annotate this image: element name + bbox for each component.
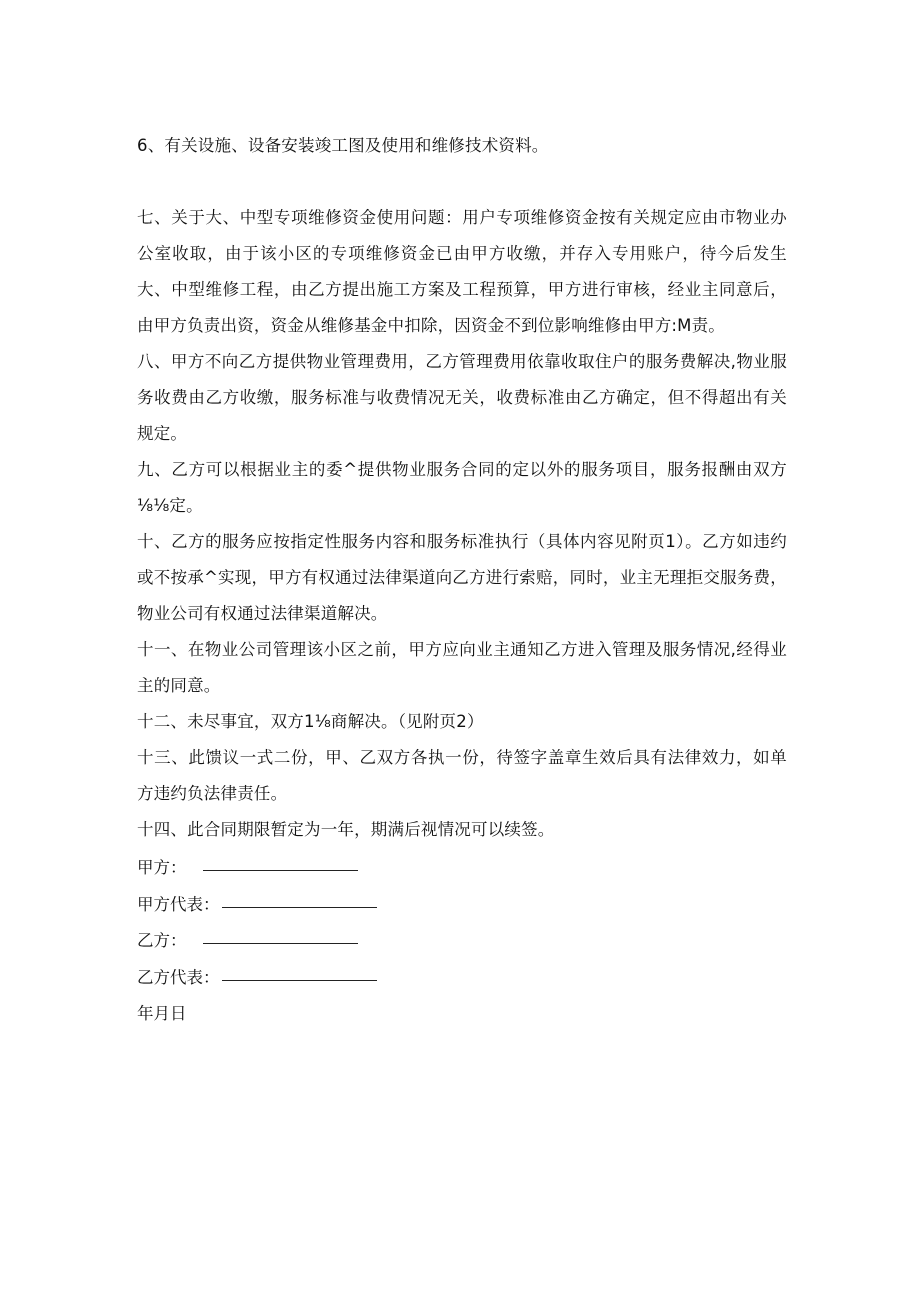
clause-9: 九、乙方可以根据业主的委^提供物业服务合同的定以外的服务项目，服务报酬由双方⅛⅛定。 (137, 460, 787, 515)
party-a-signature-line[interactable] (203, 852, 358, 871)
signature-block (137, 850, 377, 1033)
clause-14: 十四、此合同期限暂定为一年，期满后视情况可以续签。 (137, 820, 555, 839)
party-b-rep-row (137, 960, 377, 997)
clauses-section (137, 200, 787, 848)
party-a-rep-row (137, 887, 377, 924)
party-a-row (137, 850, 377, 887)
clause-7: 七、关于大、中型专项维修资金使用问题：用户专项维修资金按有关规定应由市物业办公室收取，由于该小区的专项维修资金已由甲方收缴，并存入专用账户，待今后发生大、中型维修工程，由乙方提出施工方案及工程预算，甲方进行审核，经业主同意后，由甲方负责出资，资金从维修基金中扣除，因资金不到位影响维修由甲方:M责。 (137, 208, 787, 335)
party-a-rep-signature-line[interactable] (222, 889, 377, 908)
party-a-rep-label: 甲方代表： (137, 894, 220, 914)
party-a-label: 甲方： (137, 858, 187, 877)
party-b-rep-signature-line[interactable] (222, 962, 377, 981)
clause-10: 十、乙方的服务应按指定性服务内容和服务标准执行（具体内容见附页1）。乙方如违约或不按承^实现，甲方有权通过法律渠道向乙方进行索赔，同时，业主无理拒交服务费，物业公司有权通过法律渠道解决。 (137, 532, 787, 623)
party-b-rep-label: 乙方代表： (137, 967, 220, 987)
date-label: 年月日 (137, 1004, 187, 1023)
clause-13: 十三、此馈议一式二份，甲、乙双方各执一份，待签字盖章生效后具有法律效力，如单方违约负法律责任。 (137, 748, 787, 803)
party-b-signature-line[interactable] (203, 925, 358, 944)
clause-12: 十二、未尽事宜，双方1⅛商解决。（见附页2） (137, 712, 484, 731)
item-6-text: 6、有关设施、设备安装竣工图及使用和维修技术资料。 (137, 136, 549, 155)
clause-8: 八、甲方不向乙方提供物业管理费用，乙方管理费用依靠收取住户的服务费解决,物业服务收费由乙方收缴，服务标准与收费情况无关，收费标准由乙方确定，但不得超出有关规定。 (137, 352, 787, 443)
party-b-label: 乙方： (137, 931, 187, 950)
party-b-row (137, 923, 377, 960)
clause-11: 十一、在物业公司管理该小区之前，甲方应向业主通知乙方进入管理及服务情况,经得业主的同意。 (137, 640, 787, 695)
date-row (137, 996, 377, 1033)
